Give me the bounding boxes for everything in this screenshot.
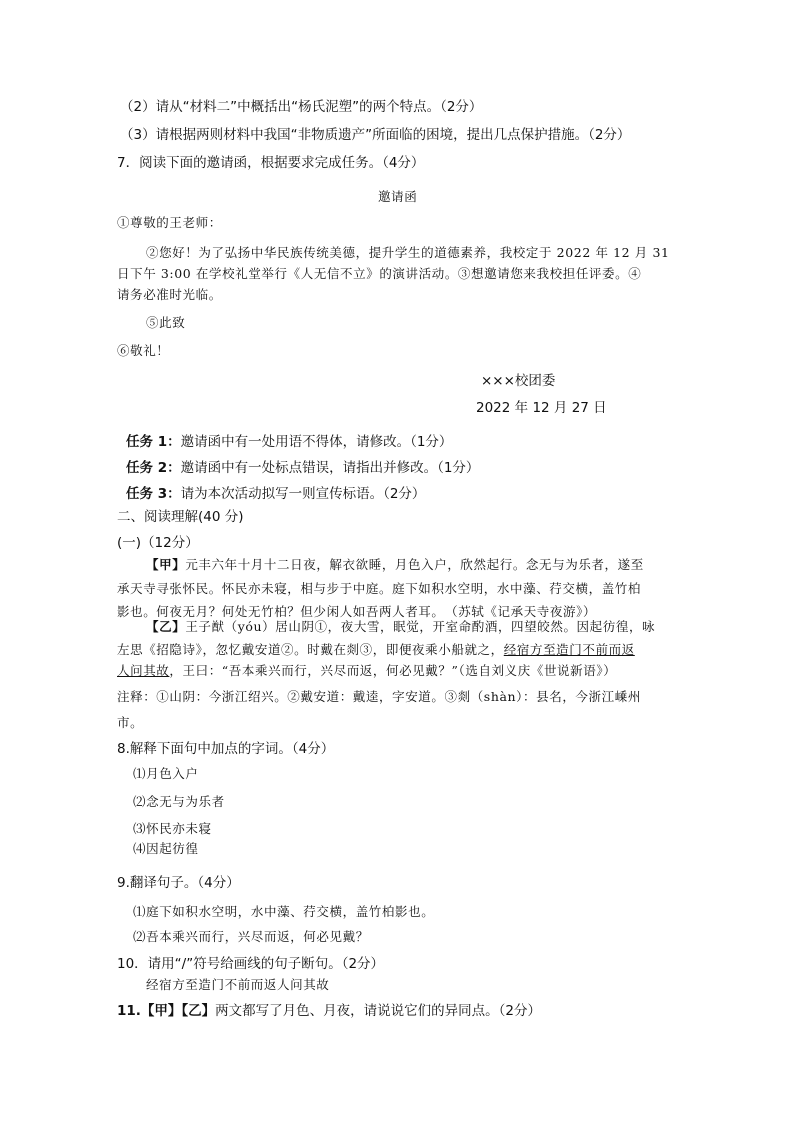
question-8-item: ⑵念无与为乐者 [133, 794, 225, 809]
question-8-stem: 8.解释下面句中加点的字词。（4分） [117, 741, 335, 757]
section-heading: 二、阅读理解(40 分) [117, 509, 244, 525]
letter-body-line: ②您好！为了弘扬中华民族传统美德，提升学生的道德素养，我校定于 2022 年 12 月 31 [146, 245, 670, 260]
question-11-label: 11.【甲】【乙】 [117, 1003, 216, 1019]
passage-text: 元丰六年十月十二日夜，解衣欲睡，月色入户，欣然起行。念无与为乐者，遂至 [185, 557, 644, 572]
passage-text: 王子猷（yóu）居山阴①，夜大雪，眠觉，开室命酌酒，四望皎然。因起彷徨，咏 [185, 619, 656, 634]
letter-body-line: 日下午 3:00 在学校礼堂举行《人无信不立》的演讲活动。③想邀请您来我校担任评委。④ [117, 266, 642, 281]
question-11 [117, 1002, 541, 1020]
question-7-stem: 7．阅读下面的邀请函，根据要求完成任务。（4分） [117, 155, 425, 171]
passage-line [146, 556, 644, 574]
question-9-item: ⑴庭下如积水空明，水中藻、荇交横，盖竹柏影也。 [133, 904, 435, 919]
passage-label: 【乙】 [146, 619, 186, 634]
task-label: 任务 3： [126, 486, 181, 502]
passage-line: 承天寺寻张怀民。怀民亦未寝，相与步于中庭。庭下如积水空明，水中藻、荇交横，盖竹柏 [117, 581, 642, 596]
letter-signature: ×××校团委 [481, 373, 556, 389]
passage-text: ，王曰：“吾本乘兴而行，兴尽而返，何必见戴？”（选自刘义庆《世说新语》） [169, 663, 617, 678]
question-8-item: ⑷因起彷徨 [133, 841, 199, 856]
letter-closing: ⑥敬礼！ [117, 343, 170, 358]
letter-date: 2022 年 12 月 27 日 [476, 400, 607, 416]
question-8-item: ⑴月色入户 [133, 766, 199, 781]
underlined-sentence: 人问其故 [117, 663, 170, 678]
part-heading: (一)（12分） [117, 535, 199, 551]
passage-notes: 注释：①山阴：今浙江绍兴。②戴安道：戴逵，字安道。③剡（shàn）：县名，今浙江嵊州 [117, 689, 641, 704]
task-text: 请为本次活动拟写一则宣传标语。（2分） [180, 486, 426, 502]
letter-closing: ⑤此致 [146, 315, 186, 330]
question-10-sentence: 经宿方至造门不前而返人问其故 [146, 977, 330, 992]
passage-notes: 市。 [117, 715, 144, 730]
passage-line [117, 662, 616, 680]
task-text: 邀请函中有一处用语不得体，请修改。（1分） [180, 434, 453, 450]
question-10-stem: 10．请用“/”符号给画线的句子断句。（2分） [117, 956, 385, 972]
passage-line [146, 618, 655, 636]
passage-line: 影也。何夜无月？何处无竹柏？但少闲人如吾两人者耳。 （苏轼《记承天寺夜游》） [117, 604, 597, 619]
task-3 [126, 485, 425, 503]
letter-salutation: ①尊敬的王老师： [117, 215, 222, 230]
task-1 [126, 433, 452, 451]
question-6-sub-3: （3）请根据两则材料中我国“非物质遗产”所面临的困境，提出几点保护措施。（2分） [120, 127, 631, 143]
question-8-item: ⑶怀民亦未寝 [133, 821, 212, 836]
passage-label: 【甲】 [146, 557, 186, 572]
task-label: 任务 1： [126, 434, 181, 450]
passage-text: 左思《招隐诗》，忽忆戴安道②。时戴在剡③，即便夜乘小船就之， [117, 642, 504, 657]
task-label: 任务 2： [126, 460, 181, 476]
letter-title: 邀请函 [378, 189, 418, 204]
task-2 [126, 459, 479, 477]
question-9-stem: 9.翻译句子。（4分） [117, 875, 240, 891]
underlined-sentence: 经宿方至造门不前而返 [503, 642, 635, 657]
question-6-sub-2: （2）请从“材料二”中概括出“杨氏泥塑”的两个特点。（2分） [120, 99, 483, 115]
question-11-text: 两文都写了月色、月夜，请说说它们的异同点。（2分） [215, 1003, 542, 1019]
question-9-item: ⑵吾本乘兴而行，兴尽而返，何必见戴？ [133, 929, 369, 944]
letter-body-line: 请务必准时光临。 [117, 287, 222, 302]
task-text: 邀请函中有一处标点错误，请指出并修改。（1分） [180, 460, 480, 476]
passage-line [117, 641, 635, 659]
